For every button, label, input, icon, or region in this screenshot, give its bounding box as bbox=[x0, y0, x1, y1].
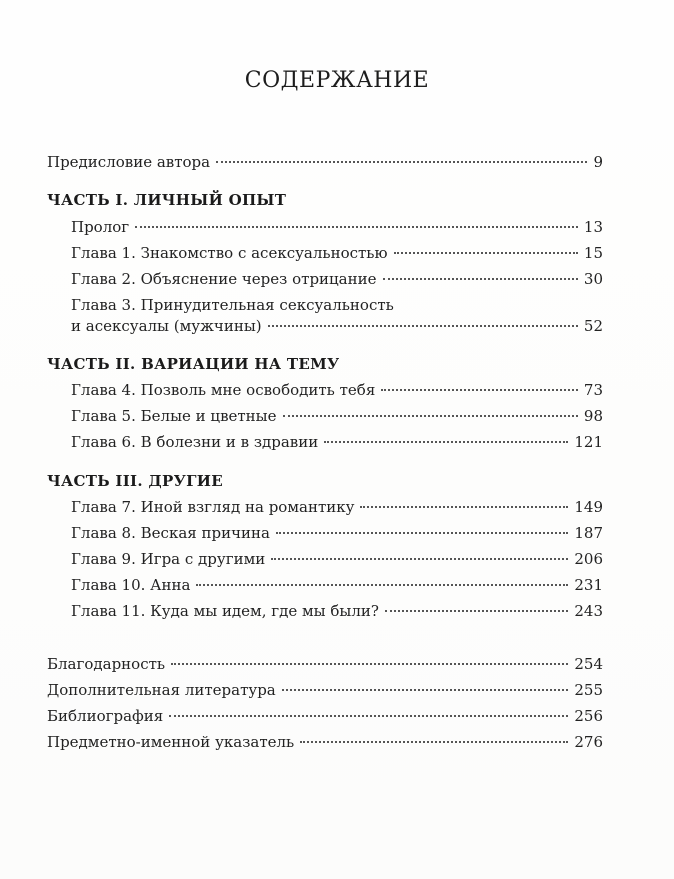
dot-leader bbox=[381, 389, 578, 391]
toc-page-number: 15 bbox=[583, 244, 603, 262]
toc-entry-line1[interactable]: Глава 3. Принудительная сексуальность bbox=[71, 296, 394, 314]
part-heading-3: ЧАСТЬ III. ДРУГИЕ bbox=[47, 472, 223, 490]
toc-entry[interactable] bbox=[71, 380, 603, 400]
dot-leader bbox=[271, 558, 568, 560]
dot-leader bbox=[394, 252, 578, 254]
toc-page-number: 187 bbox=[574, 524, 603, 542]
dot-leader bbox=[300, 741, 568, 743]
toc-entry[interactable] bbox=[71, 243, 603, 263]
toc-entry-label: Предисловие автора bbox=[47, 153, 211, 171]
toc-entry-label: Глава 2. Объяснение через отрицание bbox=[71, 270, 377, 288]
toc-entry[interactable] bbox=[71, 316, 603, 336]
dot-leader bbox=[135, 226, 578, 228]
dot-leader bbox=[276, 532, 568, 534]
toc-page-number: 206 bbox=[574, 550, 603, 568]
toc-entry[interactable] bbox=[71, 217, 603, 237]
toc-page-number: 231 bbox=[574, 576, 603, 594]
toc-entry-label: Предметно-именной указатель bbox=[47, 733, 295, 751]
dot-leader bbox=[324, 441, 568, 443]
dot-leader bbox=[283, 415, 578, 417]
toc-page-number: 121 bbox=[574, 433, 603, 451]
toc-entry-index[interactable] bbox=[47, 732, 603, 752]
toc-entry-label: и асексуалы (мужчины) bbox=[71, 317, 262, 335]
toc-page-number: 256 bbox=[574, 707, 603, 725]
toc-entry[interactable] bbox=[71, 523, 603, 543]
toc-entry-label: Глава 6. В болезни и в здравии bbox=[71, 433, 319, 451]
dot-leader bbox=[268, 325, 578, 327]
toc-entry-label: Благодарность bbox=[47, 655, 166, 673]
part-heading-2: ЧАСТЬ II. ВАРИАЦИИ НА ТЕМУ bbox=[47, 355, 340, 373]
toc-page-number: 276 bbox=[574, 733, 603, 751]
toc-entry[interactable] bbox=[71, 549, 603, 569]
toc-entry-preface[interactable] bbox=[47, 152, 603, 172]
toc-entry-further-reading[interactable] bbox=[47, 680, 603, 700]
part-heading-1: ЧАСТЬ I. ЛИЧНЫЙ ОПЫТ bbox=[47, 191, 287, 209]
dot-leader bbox=[360, 506, 568, 508]
toc-page-number: 73 bbox=[583, 381, 603, 399]
dot-leader bbox=[282, 689, 569, 691]
toc-entry-label: Глава 10. Анна bbox=[71, 576, 191, 594]
toc-entry-label: Пролог bbox=[71, 218, 130, 236]
toc-page-number: 98 bbox=[583, 407, 603, 425]
toc-page-number: 30 bbox=[583, 270, 603, 288]
toc-entry-label: Библиография bbox=[47, 707, 164, 725]
toc-page-number: 13 bbox=[583, 218, 603, 236]
toc-entry[interactable] bbox=[71, 575, 603, 595]
toc-entry-label: Глава 8. Веская причина bbox=[71, 524, 270, 542]
toc-page-number: 255 bbox=[574, 681, 603, 699]
dot-leader bbox=[171, 663, 568, 665]
dot-leader bbox=[169, 715, 568, 717]
toc-page-number: 52 bbox=[583, 317, 603, 335]
dot-leader bbox=[383, 278, 578, 280]
toc-page-number: 9 bbox=[593, 153, 603, 171]
toc-page-number: 254 bbox=[574, 655, 603, 673]
toc-entry-label: Глава 11. Куда мы идем, где мы были? bbox=[71, 602, 379, 620]
toc-entry-label: Дополнительная литература bbox=[47, 681, 276, 699]
dot-leader bbox=[385, 610, 568, 612]
toc-entry-label: Глава 9. Игра с другими bbox=[71, 550, 266, 568]
toc-entry-acknowledgements[interactable] bbox=[47, 654, 603, 674]
toc-page-number: 149 bbox=[574, 498, 603, 516]
dot-leader bbox=[216, 161, 587, 163]
toc-entry-label: Глава 1. Знакомство с асексуальностью bbox=[71, 244, 388, 262]
toc-entry[interactable] bbox=[71, 432, 603, 452]
toc-entry[interactable] bbox=[71, 269, 603, 289]
toc-page-number: 243 bbox=[574, 602, 603, 620]
toc-entry-bibliography[interactable] bbox=[47, 706, 603, 726]
dot-leader bbox=[196, 584, 568, 586]
toc-entry-label: Глава 5. Белые и цветные bbox=[71, 407, 277, 425]
toc-entry[interactable] bbox=[71, 406, 603, 426]
toc-entry[interactable] bbox=[71, 601, 603, 621]
page-title: СОДЕРЖАНИЕ bbox=[244, 68, 430, 93]
toc-entry-label: Глава 4. Позволь мне освободить тебя bbox=[71, 381, 376, 399]
toc-entry[interactable] bbox=[71, 497, 603, 517]
toc-entry-label: Глава 7. Иной взгляд на романтику bbox=[71, 498, 355, 516]
